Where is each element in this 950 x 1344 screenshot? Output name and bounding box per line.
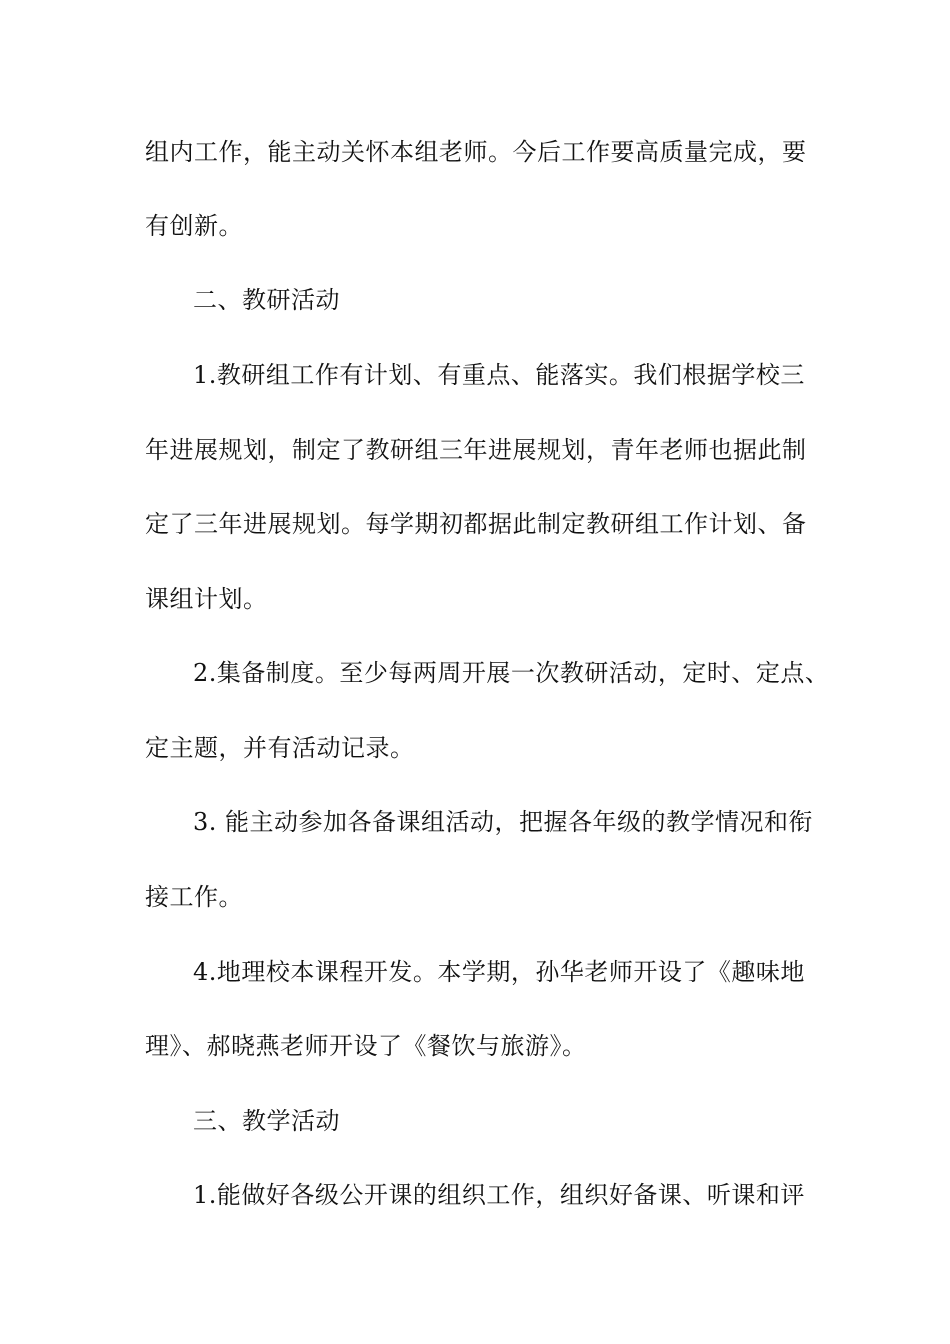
- paragraph-line: 1.教研组工作有计划、有重点、能落实。我们根据学校三: [193, 361, 805, 389]
- section-heading: 二、教研活动: [193, 286, 340, 314]
- paragraph-line: 有创新。: [145, 212, 243, 240]
- paragraph-line: 组内工作，能主动关怀本组老师。今后工作要高质量完成，要: [145, 138, 807, 166]
- paragraph-line: 理》、郝晓燕老师开设了《餐饮与旅游》。: [145, 1032, 587, 1060]
- paragraph-line: 课组计划。: [145, 585, 268, 613]
- paragraph-line: 1.能做好各级公开课的组织工作，组织好备课、听课和评: [193, 1181, 805, 1209]
- paragraph-line: 接工作。: [145, 883, 243, 911]
- paragraph-line: 3. 能主动参加各备课组活动，把握各年级的教学情况和衔: [193, 808, 814, 836]
- paragraph-line: 2.集备制度。至少每两周开展一次教研活动，定时、定点、: [193, 659, 830, 687]
- section-heading: 三、教学活动: [193, 1107, 340, 1135]
- paragraph-line: 定主题，并有活动记录。: [145, 734, 415, 762]
- paragraph-line: 定了三年进展规划。每学期初都据此制定教研组工作计划、备: [145, 510, 807, 538]
- paragraph-line: 年进展规划，制定了教研组三年进展规划，青年老师也据此制: [145, 436, 807, 464]
- paragraph-line: 4.地理校本课程开发。本学期，孙华老师开设了《趣味地: [193, 958, 805, 986]
